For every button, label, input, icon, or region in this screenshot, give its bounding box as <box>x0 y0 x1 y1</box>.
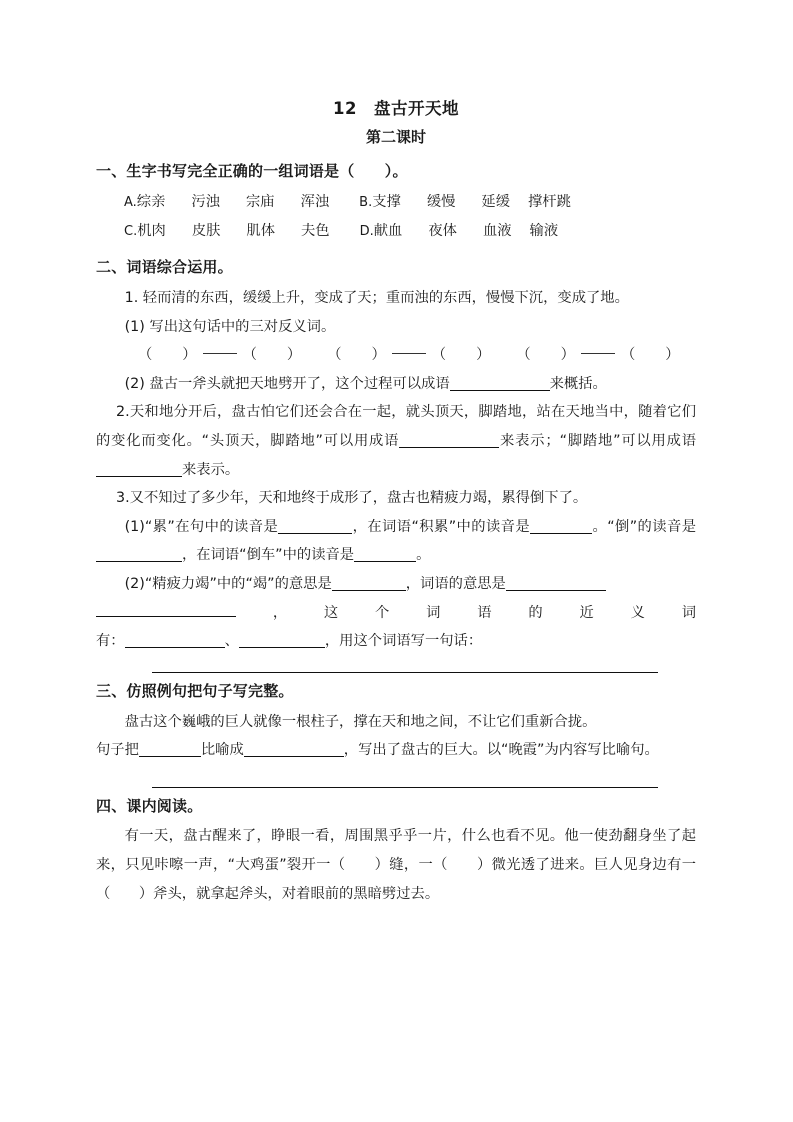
q3-sub2-blank-4[interactable] <box>125 632 225 648</box>
writing-line-2[interactable] <box>152 787 658 788</box>
q1-sub2-text-before: 盘古一斧头就把天地劈开了，这个过程可以成语 <box>149 375 450 392</box>
section-2-q1-sub2 <box>96 370 696 399</box>
q3-sub2-blank-5[interactable] <box>239 632 325 648</box>
option-b-word-1: 支撑 <box>372 194 401 211</box>
option-c-word-3: 肌体 <box>246 222 275 239</box>
q3-sub2-t5: 、 <box>224 633 239 650</box>
q3-sub1-blank-2[interactable] <box>530 518 592 534</box>
page-subtitle: 第二课时 <box>365 128 426 147</box>
section-4-heading: 四、课内阅读。 <box>96 796 203 815</box>
antonym-blank-5[interactable]: （ ） <box>516 347 575 364</box>
section-2-q1-sub1 <box>96 313 696 342</box>
q1-sub2-label: (2) <box>124 375 145 392</box>
q3-sub2-blank-1[interactable] <box>332 575 406 591</box>
q3-sub2-label: (2) <box>124 576 145 593</box>
q3-sub2-blank-3[interactable] <box>96 601 236 617</box>
pair-dash-2 <box>392 353 426 354</box>
q3-sub1-t6: 。 <box>416 547 431 564</box>
section-4-passage: 有一天，盘古醒来了，睁眼一看，周围黑乎乎一片，什么也看不见。他一使劲翻身坐了起来，只见咔嚓一声，“大鸡蛋”裂开一（ ）缝，一（ ）微光透了进来。巨人见身边有一（ ）斧头，就拿起斧头，对着眼前的黑暗劈过去。 <box>96 828 696 902</box>
q3-sub2-t4: 有： <box>96 633 125 650</box>
q2-number: 2. <box>116 404 130 421</box>
section-3-blank-1[interactable] <box>139 741 201 757</box>
antonym-blank-2[interactable]: （ ） <box>242 347 302 364</box>
spread-char-5: 近 <box>579 604 594 621</box>
q3-sub2-t2: ，词语的意思是 <box>405 576 506 593</box>
spread-char-7: 词 <box>681 604 696 621</box>
option-label-b: B. <box>359 195 373 211</box>
section-3-heading: 三、仿照例句把句子写完整。 <box>96 681 294 700</box>
antonym-blank-3[interactable]: （ ） <box>327 347 386 364</box>
option-a-word-2: 污浊 <box>191 194 220 211</box>
antonym-pair-row <box>96 341 696 370</box>
section-2-q3-sub2-line1 <box>96 570 696 599</box>
q2-answer-blank-1[interactable] <box>399 432 499 448</box>
q1-body: 轻而清的东西，缓缓上升，变成了天；重而浊的东西，慢慢下沉，变成了地。 <box>142 290 629 307</box>
section-2-q3-sub2-line2 <box>96 599 696 628</box>
option-label-a: A. <box>124 195 137 211</box>
section-2-q3-text <box>96 484 696 513</box>
antonym-blank-1[interactable]: （ ） <box>138 347 197 364</box>
page-content <box>96 96 696 908</box>
q2-text-part1: 天和地分开后，盘古怕它们还会合在一起，就头顶天，脚踏地，站在天地当中，随着它们的变化而变化。“头顶天，脚踏地”可以用成语 <box>96 404 696 450</box>
section-2-q3-sub1 <box>96 513 696 570</box>
section-2-q2 <box>96 398 696 484</box>
q3-sub1-blank-1[interactable] <box>278 518 352 534</box>
option-c-word-1: 机肉 <box>137 222 166 239</box>
q3-sub2-blank-2[interactable] <box>506 575 606 591</box>
option-row-cd <box>96 217 696 246</box>
option-c-word-2: 皮肤 <box>191 222 221 239</box>
section-3-task-t2: 比喻成 <box>200 742 244 759</box>
option-a-word-3: 宗庙 <box>245 194 275 211</box>
section-2-q3-sub2-line3 <box>96 627 696 656</box>
spread-char-1: 个 <box>375 604 390 621</box>
q1-sub1-label: (1) <box>124 318 145 335</box>
q1-sub2-answer-blank[interactable] <box>450 375 550 391</box>
spread-char-6: 义 <box>630 604 645 621</box>
spread-char-3: 语 <box>477 604 492 621</box>
section-3-task-t1: 句子把 <box>96 742 139 759</box>
q3-sub2-t3: ， <box>272 604 288 621</box>
q3-number: 3. <box>116 490 130 507</box>
option-d-word-2: 夜体 <box>428 222 457 239</box>
q2-text-part3: 来表示。 <box>182 461 240 478</box>
option-label-d: D. <box>359 223 374 239</box>
option-d-word-3: 血液 <box>482 222 512 239</box>
option-b-word-3: 延缓 <box>481 194 511 211</box>
q3-sub1-label: (1) <box>124 518 145 535</box>
option-b-word-4: 撑杆跳 <box>528 194 571 211</box>
q1-sub2-text-after: 来概括。 <box>549 375 607 392</box>
section-3-example: 盘古这个巍峨的巨人就像一根柱子，撑在天和地之间，不让它们重新合拢。 <box>124 713 597 730</box>
antonym-blank-6[interactable]: （ ） <box>620 347 680 364</box>
section-3-task-t3: ，写出了盘古的巨大。以“晚霞”为内容写比喻句。 <box>343 742 659 759</box>
option-row-ab <box>96 188 696 217</box>
spread-char-4: 的 <box>528 604 543 621</box>
option-a-word-4: 浑浊 <box>300 194 330 211</box>
option-d-word-1: 献血 <box>373 222 403 239</box>
pair-dash-1 <box>203 353 237 354</box>
q3-sub1-blank-4[interactable] <box>354 546 416 562</box>
q3-sub1-t4: “倒”的读音是 <box>607 518 696 535</box>
section-2-q1-text <box>96 284 696 313</box>
q3-sub1-blank-3[interactable] <box>96 546 182 562</box>
page-title: 12 盘古开天地 <box>333 99 459 118</box>
option-label-c: C. <box>124 223 138 239</box>
q3-sub2-t6: ，用这个词语写一句话： <box>324 633 483 650</box>
q1-number: 1. <box>124 290 139 307</box>
q3-sub1-t5: ，在词语“倒车”中的读音是 <box>182 547 355 564</box>
option-d-word-4: 输液 <box>529 222 559 239</box>
option-c-word-4: 夫色 <box>301 222 330 239</box>
writing-line-1[interactable] <box>152 672 658 673</box>
q2-text-part2: 来表示；“脚踏地”可以用成语 <box>499 433 697 450</box>
q3-sub1-t2: ，在词语“积累”中的读音是 <box>352 518 531 535</box>
spread-char-2: 词 <box>426 604 441 621</box>
antonym-blank-4[interactable]: （ ） <box>431 347 491 364</box>
q1-sub1-text: 写出这句话中的三对反义词。 <box>149 318 336 335</box>
q3-sub2-t1: “精疲力竭”中的“竭”的意思是 <box>144 576 332 593</box>
q3-sub1-t3: 。 <box>592 518 608 535</box>
q3-sub1-t1: “累”在句中的读音是 <box>144 518 279 535</box>
option-b-word-2: 缓慢 <box>426 194 456 211</box>
pair-dash-3 <box>581 353 615 354</box>
section-3-blank-2[interactable] <box>244 741 344 757</box>
section-2-heading: 二、词语综合运用。 <box>96 258 233 277</box>
q3-body: 又不知过了多少年，天和地终于成形了，盘古也精疲力竭，累得倒下了。 <box>129 490 588 507</box>
q2-answer-blank-2[interactable] <box>96 461 182 477</box>
spread-char-0: 这 <box>323 604 339 621</box>
section-1-heading: 一、生字书写完全正确的一组词语是（ ）。 <box>96 162 408 181</box>
section-3-task <box>96 736 696 765</box>
option-a-word-1: 综亲 <box>136 194 166 211</box>
